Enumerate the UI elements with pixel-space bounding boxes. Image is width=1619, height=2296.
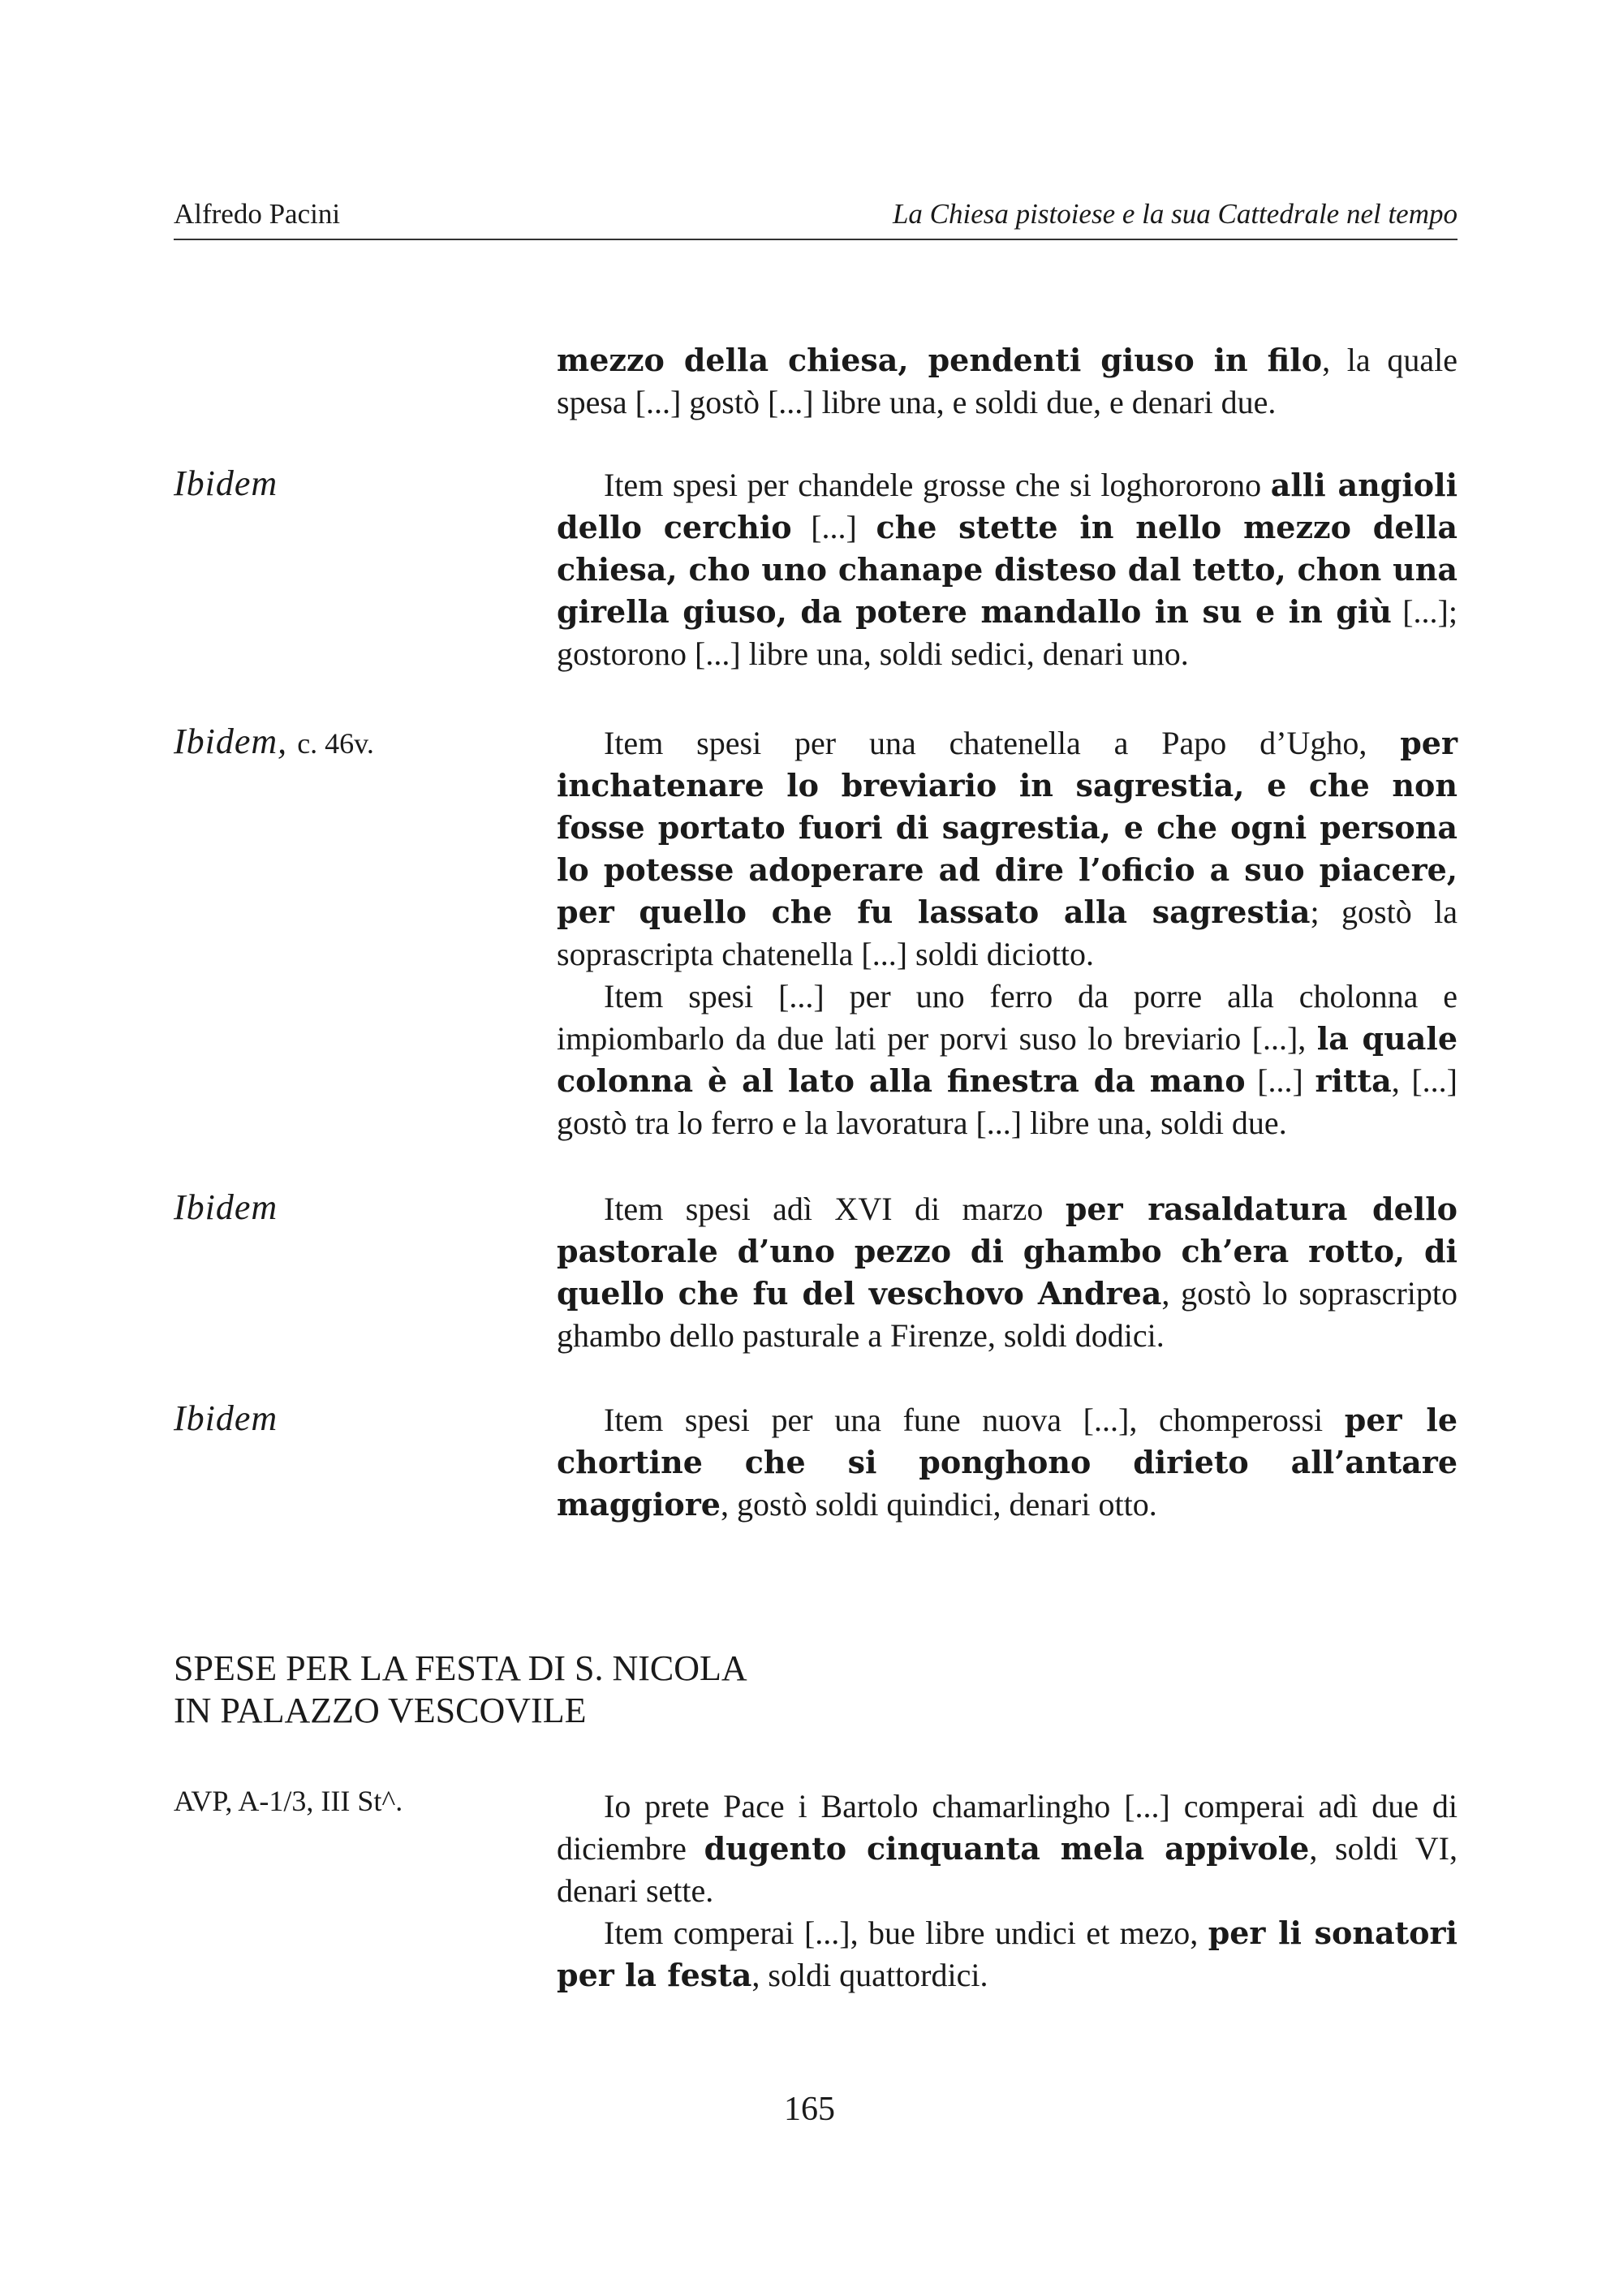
bold-text: alli angioli dello cerchio xyxy=(557,467,1458,545)
header-book-title: La Chiesa pistoiese e la sua Cattedrale nel tempo xyxy=(892,198,1458,230)
page-number: 165 xyxy=(784,2091,835,2128)
text: , la quale spesa [...] gostò [...] libre una, e soldi due, e denari due. xyxy=(557,342,1458,420)
text: Io prete Pace i Bartolo chamarlingho [...] comperai adì due di diciembre xyxy=(557,1788,1458,1867)
paragraph xyxy=(557,1912,1458,1997)
bold-text: per li sonatori per la festa xyxy=(557,1915,1458,1993)
text: , gostò lo soprascripto ghambo dello pasturale a Firenze, soldi dodici. xyxy=(557,1275,1458,1354)
entry-reference-folio: c. 46v. xyxy=(297,727,374,760)
text: , soldi quattordici. xyxy=(751,1957,988,1993)
bold-text: che stette in nello mezzo della chiesa, cho uno chanape disteso dal tetto, chon una girella giuso, da potere mandallo in su e in giù xyxy=(557,509,1458,630)
bold-text: ritta xyxy=(1315,1062,1392,1099)
entry-reference: Ibidem xyxy=(174,1187,278,1227)
text: Item spesi per una fune nuova [...], chomperossi xyxy=(604,1402,1345,1438)
entry-body xyxy=(557,1188,1458,1357)
section-heading xyxy=(174,1648,747,1732)
paragraph xyxy=(557,1188,1458,1357)
header-author: Alfredo Pacini xyxy=(174,198,341,230)
text: [...] xyxy=(791,509,876,545)
text: [...] xyxy=(1245,1062,1315,1099)
text: Item spesi adì XVI di marzo xyxy=(604,1191,1066,1227)
text: Item spesi [...] per uno ferro da porre alla cholonna e impiombarlo da due lati per porvi suso lo breviario [...], xyxy=(557,978,1458,1057)
paragraph xyxy=(557,464,1458,675)
text: Item spesi per chandele grosse che si loghororono xyxy=(604,467,1271,503)
entry-body xyxy=(557,1399,1458,1526)
paragraph xyxy=(557,1399,1458,1526)
entry-reference xyxy=(174,721,374,762)
bold-text: la quale colonna è al lato alla finestra da mano xyxy=(557,1020,1458,1099)
text: , soldi VI, denari sette. xyxy=(557,1830,1458,1909)
section-reference: AVP, A-1/3, III St^. xyxy=(174,1785,403,1817)
text: , gostò soldi quindici, denari otto. xyxy=(720,1486,1157,1523)
bold-text: mezzo della chiesa, pendenti giuso in filo xyxy=(557,342,1323,378)
entry-body xyxy=(557,464,1458,675)
bold-text: dugento cinquanta mela appivole xyxy=(704,1830,1310,1867)
paragraph xyxy=(557,976,1458,1144)
running-head xyxy=(174,198,1458,240)
paragraph xyxy=(557,339,1458,424)
paragraph xyxy=(557,722,1458,976)
bold-text: per rasaldatura dello pastorale d’uno pezzo di ghambo ch’era rotto, di quello che fu del veschovo Andrea xyxy=(557,1191,1458,1312)
text: Item comperai [...], bue libre undici et mezo, xyxy=(604,1915,1208,1951)
bold-text: per le chortine che si ponghono dirieto all’antare maggiore xyxy=(557,1402,1458,1523)
entry-body xyxy=(557,722,1458,1144)
text: , [...] gostò tra lo ferro e la lavoratura [...] libre una, soldi due. xyxy=(557,1062,1458,1141)
entry-body xyxy=(557,339,1458,424)
text: ; gostò la soprascripta chatenella [...] soldi diciotto. xyxy=(557,894,1458,972)
section-heading-line: SPESE PER LA FESTA DI S. NICOLA xyxy=(174,1648,747,1688)
entry-reference: Ibidem xyxy=(174,463,278,503)
section-heading-line: IN PALAZZO VESCOVILE xyxy=(174,1691,587,1730)
text: [...]; gostorono [...] libre una, soldi sedici, denari uno. xyxy=(557,593,1458,672)
bold-text: per inchatenare lo breviario in sagrestia, e che non fosse portato fuori di sagrestia, e che ogni persona lo potesse adoperare ad dire l’oficio a suo piacere, per quello che fu lassato alla sagrestia xyxy=(557,725,1458,930)
section-body xyxy=(557,1786,1458,1997)
entry-reference-source: Ibidem, xyxy=(174,722,288,761)
text: Item spesi per una chatenella a Papo d’Ugho, xyxy=(604,725,1401,761)
entry-reference: Ibidem xyxy=(174,1398,278,1438)
paragraph xyxy=(557,1786,1458,1912)
